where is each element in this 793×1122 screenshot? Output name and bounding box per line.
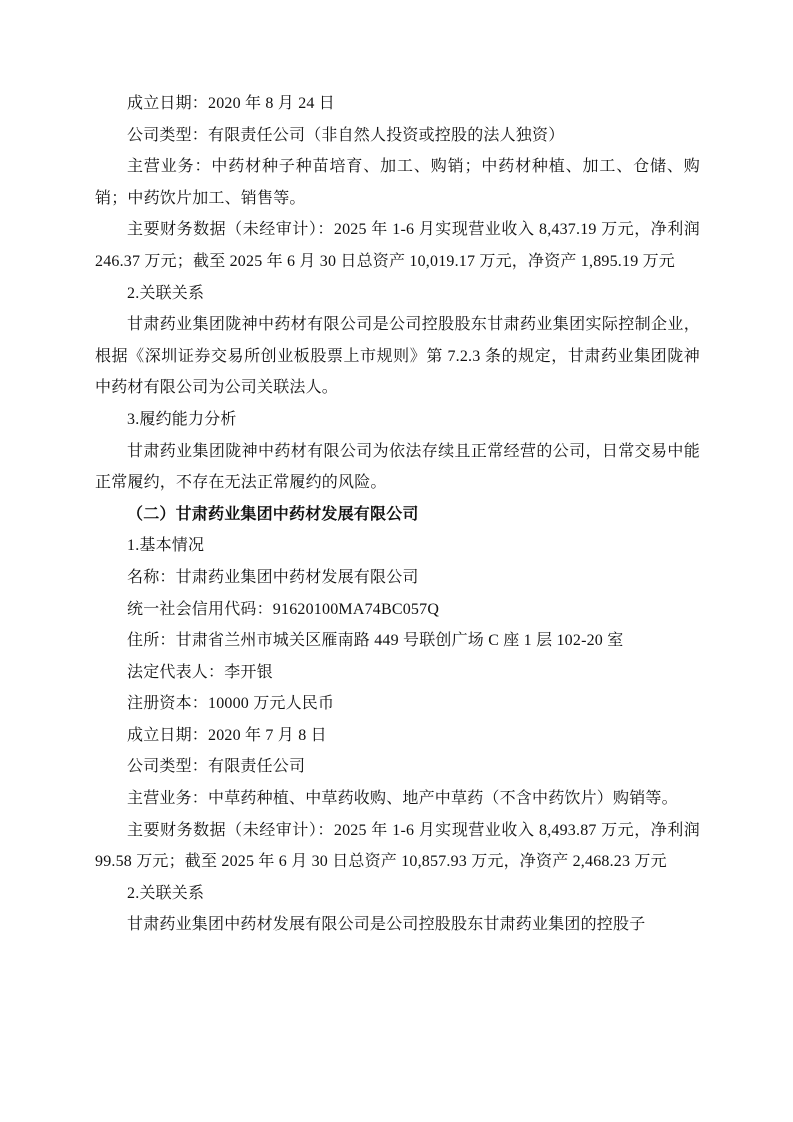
field-main-business-2: 主营业务：中草药种植、中草药收购、地产中草药（不含中药饮片）购销等。: [127, 790, 678, 808]
field-establish-date: 成立日期：2020 年 8 月 24 日: [127, 95, 336, 112]
field-company-name: 名称：甘肃药业集团中药材发展有限公司: [127, 568, 419, 586]
field-company-type-2: 公司类型：有限责任公司: [127, 758, 306, 776]
field-establish-date-2: 成立日期：2020 年 7 月 8 日: [127, 726, 327, 744]
subsection-title-basic-info: 1.基本情况: [127, 537, 205, 555]
subsection-title-related-relationship-2: 2.关联关系: [127, 884, 205, 902]
subsection-title-performance-analysis: 3.履约能力分析: [127, 410, 237, 428]
subsection-title-related-relationship: 2.关联关系: [127, 284, 205, 302]
para-related-relationship-2: 甘肃药业集团中药材发展有限公司是公司控股股东甘肃药业集团的控股子: [127, 916, 646, 934]
para-performance-analysis: 甘肃药业集团陇神中药材有限公司为依法存续且正常经营的公司，日常交易中能正常履约，不存在无法正常履约的风险。: [95, 442, 700, 492]
field-financial-data: 主要财务数据（未经审计）：2025 年 1-6 月实现营业收入 8,437.19 万元，净利润 246.37 万元；截至 2025 年 6 月 30 日总资产 10,019.17 万元，净资产 1,895.19 万元: [95, 221, 700, 270]
field-company-type: 公司类型：有限责任公司（非自然人投资或控股的法人独资）: [127, 126, 565, 144]
field-main-business: 主营业务：中药材种子种苗培育、加工、购销；中药材种植、加工、仓储、购销；中药饮片加工、销售等。: [95, 158, 700, 207]
field-registered-capital: 注册资本：10000 万元人民币: [127, 695, 335, 713]
field-financial-data-2: 主要财务数据（未经审计）：2025 年 1-6 月实现营业收入 8,493.87 万元，净利润 99.58 万元；截至 2025 年 6 月 30 日总资产 10,857.93 万元，净资产 2,468.23 万元: [95, 821, 700, 871]
para-related-relationship: 甘肃药业集团陇神中药材有限公司是公司控股股东甘肃药业集团实际控制企业，根据《深圳证券交易所创业板股票上市规则》第 7.2.3 条的规定，甘肃药业集团陇神中药材有限公司为公司关联法人。: [95, 316, 700, 397]
field-address: 住所：甘肃省兰州市城关区雁南路 449 号联创广场 C 座 1 层 102-20 室: [127, 632, 624, 650]
field-legal-representative: 法定代表人：李开银: [127, 663, 273, 681]
field-credit-code: 统一社会信用代码：91620100MA74BC057Q: [127, 600, 440, 618]
section-heading-company-two: （二）甘肃药业集团中药材发展有限公司: [127, 505, 419, 523]
